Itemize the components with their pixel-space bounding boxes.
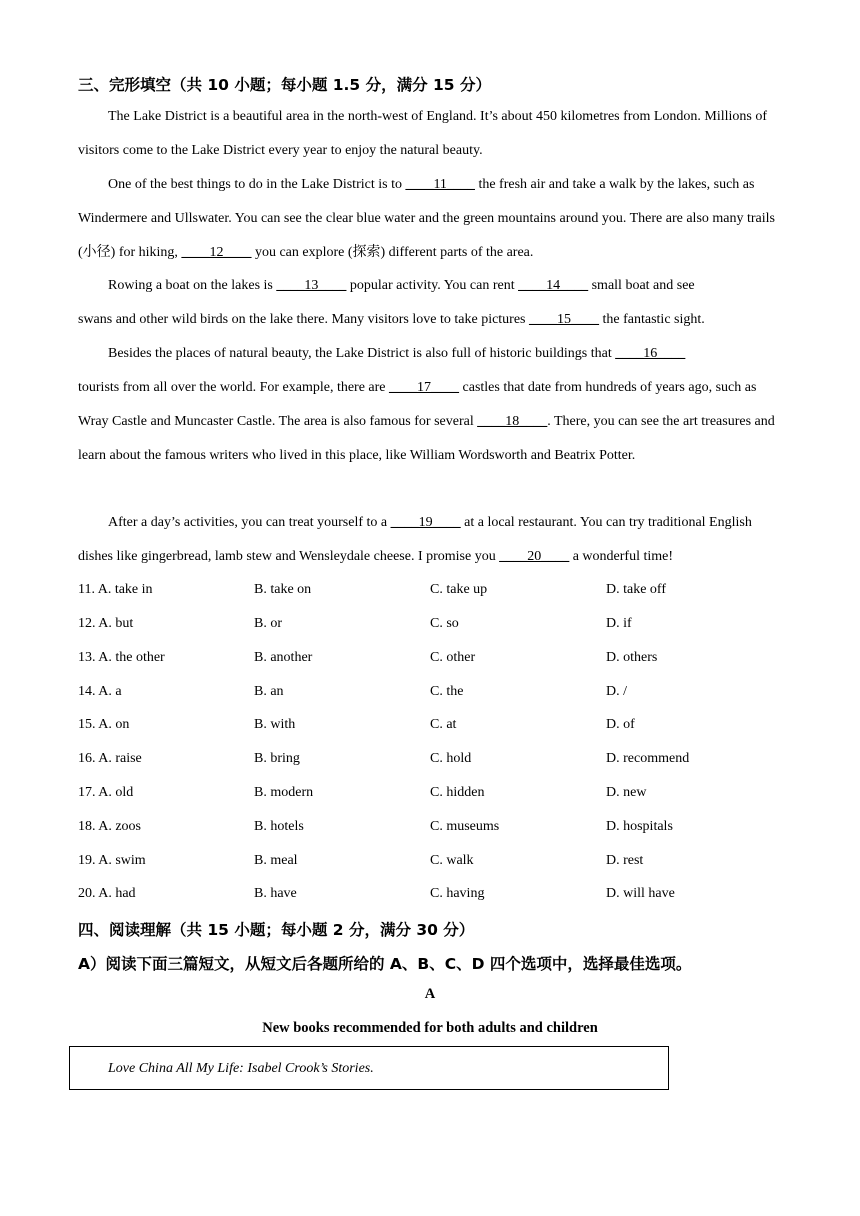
- option-a[interactable]: 16. A. raise: [78, 751, 142, 766]
- cloze-paragraph-4-rest: tourists from all over the world. For example, there are ____17____ castles that date from hundreds of years ago, such as Wray Castle and Muncaster Castle. The area is also famous for several ____18____. There, you can see the art treasures and learn about the famous writers who lived in this place, like William Wordsworth and Beatrix Potter.: [78, 380, 775, 463]
- option-a[interactable]: 13. A. the other: [78, 650, 165, 665]
- option-d[interactable]: D. take off: [606, 582, 666, 597]
- option-d[interactable]: D. others: [606, 650, 658, 665]
- option-c[interactable]: C. at: [430, 717, 457, 732]
- option-a[interactable]: 20. A. had: [78, 886, 136, 901]
- option-a[interactable]: 11. A. take in: [78, 582, 153, 597]
- option-d[interactable]: D. of: [606, 717, 635, 732]
- option-a[interactable]: 19. A. swim: [78, 853, 146, 868]
- reading-instruction: A）阅读下面三篇短文，从短文后各题所给的 A、B、C、D 四个选项中，选择最佳选项。: [78, 955, 692, 973]
- option-a[interactable]: 17. A. old: [78, 785, 134, 800]
- option-c[interactable]: C. other: [430, 650, 476, 665]
- option-b[interactable]: B. or: [254, 616, 282, 631]
- option-c[interactable]: C. so: [430, 616, 459, 631]
- blank-16[interactable]: ____16____: [615, 346, 686, 361]
- option-c[interactable]: C. hold: [430, 751, 472, 766]
- option-b[interactable]: B. another: [254, 650, 313, 665]
- question-20-options: [78, 886, 786, 906]
- option-a[interactable]: 12. A. but: [78, 616, 134, 631]
- option-b[interactable]: B. bring: [254, 751, 300, 766]
- blank-13[interactable]: ____13____: [276, 278, 347, 293]
- question-14-options: [78, 684, 786, 704]
- blank-12[interactable]: ____12____: [181, 244, 252, 260]
- passage-letter: A: [424, 986, 436, 1002]
- question-15-options: [78, 717, 786, 737]
- cloze-paragraph-3-line-2: swans and other wild birds on the lake there. Many visitors love to take pictures ____15____ the fantastic sight.: [78, 312, 705, 327]
- question-13-options: [78, 650, 786, 670]
- question-17-options: [78, 785, 786, 805]
- question-16-options: [78, 751, 786, 771]
- option-c[interactable]: C. hidden: [430, 785, 485, 800]
- book-box: [69, 1046, 669, 1090]
- option-b[interactable]: B. an: [254, 684, 284, 699]
- option-c[interactable]: C. having: [430, 886, 485, 901]
- option-b[interactable]: B. have: [254, 886, 297, 901]
- option-c[interactable]: C. take up: [430, 582, 488, 597]
- cloze-paragraph-3-line-1: Rowing a boat on the lakes is ____13____ popular activity. You can rent ____14____ small boat and see: [108, 278, 695, 293]
- option-b[interactable]: B. with: [254, 717, 296, 732]
- option-d[interactable]: D. recommend: [606, 751, 690, 766]
- question-12-options: [78, 616, 786, 636]
- cloze-paragraph-4-line-1: Besides the places of natural beauty, the Lake District is also full of historic buildings that ____16____: [108, 346, 686, 361]
- section4-heading: 四、阅读理解（共 15 小题；每小题 2 分，满分 30 分）: [78, 921, 475, 939]
- option-b[interactable]: B. meal: [254, 853, 298, 868]
- option-c[interactable]: C. the: [430, 684, 464, 699]
- option-b[interactable]: B. modern: [254, 785, 314, 800]
- blank-20[interactable]: ____20____: [499, 548, 570, 564]
- question-11-options: [78, 582, 786, 602]
- option-b[interactable]: B. take on: [254, 582, 312, 597]
- blank-11[interactable]: ____11____: [405, 177, 475, 192]
- option-c[interactable]: C. walk: [430, 853, 474, 868]
- option-d[interactable]: D. will have: [606, 886, 675, 901]
- option-d[interactable]: D. /: [606, 684, 627, 699]
- option-a[interactable]: 14. A. a: [78, 684, 122, 699]
- passage-title: New books recommended for both adults and children: [262, 1020, 598, 1036]
- blank-18[interactable]: ____18____: [477, 413, 548, 429]
- option-a[interactable]: 15. A. on: [78, 717, 130, 732]
- option-d[interactable]: D. rest: [606, 853, 644, 868]
- blank-14[interactable]: ____14____: [518, 278, 589, 293]
- option-d[interactable]: D. hospitals: [606, 819, 673, 834]
- option-c[interactable]: C. museums: [430, 819, 500, 834]
- option-b[interactable]: B. hotels: [254, 819, 304, 834]
- cloze-paragraph-1: The Lake District is a beautiful area in the north-west of England. It’s about 450 kilometres from London. Millions of visitors come to the Lake District every year to enjoy the natural beauty.: [78, 109, 768, 158]
- section3-heading: 三、完形填空（共 10 小题；每小题 1.5 分，满分 15 分）: [78, 76, 491, 94]
- book-title: Love China All My Life: Isabel Crook’s Stories.: [108, 1061, 374, 1076]
- blank-17[interactable]: ____17____: [389, 380, 460, 395]
- question-18-options: [78, 819, 786, 839]
- cloze-paragraph-2: One of the best things to do in the Lake District is to ____11____ the fresh air and take a walk by the lakes, such as Windermere and Ullswater. You can see the clear blue water and the green mountains around you. There are also many trails (小径) for hiking, ____12____ you can explore (探索) different parts of the area.: [78, 177, 775, 260]
- option-d[interactable]: D. if: [606, 616, 632, 631]
- blank-15[interactable]: ____15____: [529, 312, 600, 327]
- question-19-options: [78, 853, 786, 873]
- option-a[interactable]: 18. A. zoos: [78, 819, 141, 834]
- blank-19[interactable]: ____19____: [390, 515, 461, 530]
- cloze-paragraph-5: After a day’s activities, you can treat yourself to a ____19____ at a local restaurant. You can try traditional English dishes like gingerbread, lamb stew and Wensleydale cheese. I promise you ____20____ a wonderful time!: [78, 515, 752, 564]
- option-d[interactable]: D. new: [606, 785, 647, 800]
